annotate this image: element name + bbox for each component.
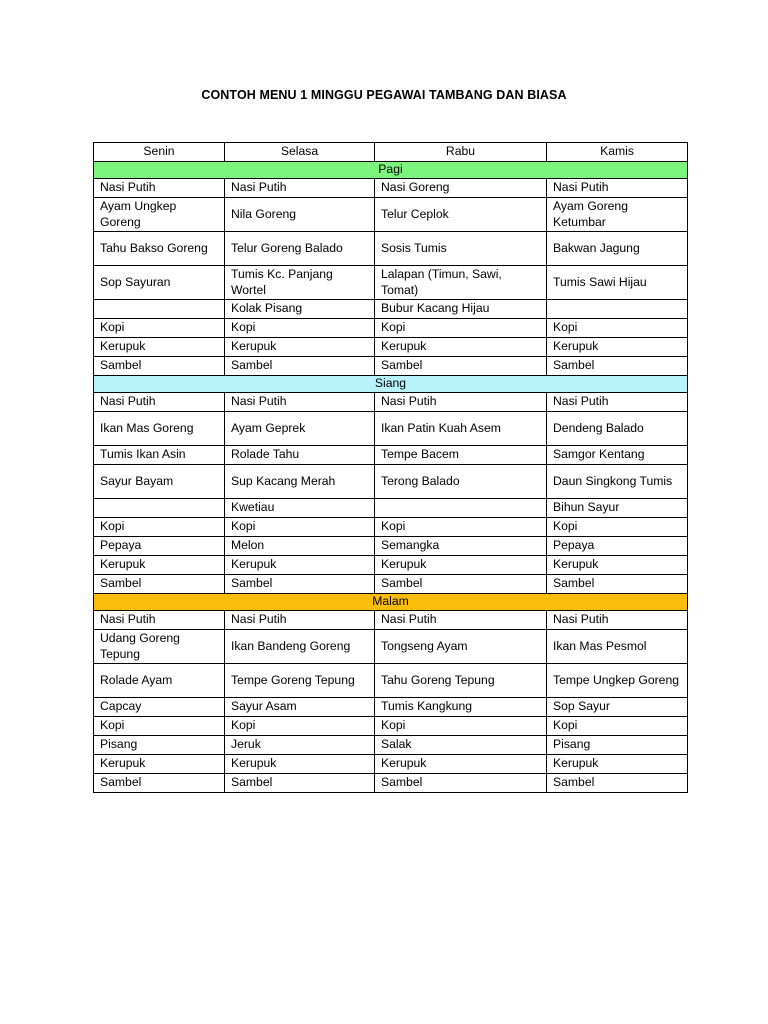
menu-cell: Bakwan Jagung — [547, 232, 688, 266]
menu-cell: Kopi — [375, 319, 547, 338]
menu-cell: Sambel — [225, 357, 375, 376]
table-row — [94, 556, 688, 575]
column-header: Rabu — [375, 143, 547, 162]
menu-cell — [94, 499, 225, 518]
menu-cell: Tempe Bacem — [375, 446, 547, 465]
table-row — [94, 698, 688, 717]
menu-cell: Melon — [225, 537, 375, 556]
table-row — [94, 630, 688, 664]
menu-cell: Pisang — [94, 736, 225, 755]
menu-cell: Jeruk — [225, 736, 375, 755]
menu-cell: Ikan Bandeng Goreng — [225, 630, 375, 664]
menu-cell: Tahu Bakso Goreng — [94, 232, 225, 266]
menu-cell: Daun Singkong Tumis — [547, 465, 688, 499]
menu-cell: Sambel — [94, 774, 225, 793]
section-label: Malam — [94, 594, 688, 611]
menu-cell: Kopi — [225, 518, 375, 537]
menu-cell: Terong Balado — [375, 465, 547, 499]
menu-cell: Telur Goreng Balado — [225, 232, 375, 266]
table-row — [94, 755, 688, 774]
table-row — [94, 179, 688, 198]
menu-cell: Kopi — [375, 518, 547, 537]
menu-cell: Kopi — [225, 717, 375, 736]
table-row — [94, 393, 688, 412]
menu-cell: Kerupuk — [225, 755, 375, 774]
menu-cell: Sambel — [94, 575, 225, 594]
menu-cell: Kopi — [94, 717, 225, 736]
column-header: Kamis — [547, 143, 688, 162]
menu-cell: Sup Kacang Merah — [225, 465, 375, 499]
menu-cell: Sambel — [375, 774, 547, 793]
table-row — [94, 465, 688, 499]
menu-cell: Ikan Mas Goreng — [94, 412, 225, 446]
section-row-pagi — [94, 162, 688, 179]
menu-cell: Kerupuk — [94, 338, 225, 357]
menu-cell: Dendeng Balado — [547, 412, 688, 446]
menu-cell: Lalapan (Timun, Sawi, Tomat) — [375, 266, 547, 300]
menu-cell: Rolade Ayam — [94, 664, 225, 698]
menu-cell: Kerupuk — [547, 755, 688, 774]
menu-cell: Nasi Putih — [225, 179, 375, 198]
menu-cell: Tumis Sawi Hijau — [547, 266, 688, 300]
menu-cell: Tumis Kc. Panjang Wortel — [225, 266, 375, 300]
menu-cell: Sambel — [375, 575, 547, 594]
table-row — [94, 664, 688, 698]
menu-cell: Ayam Ungkep Goreng — [94, 198, 225, 232]
menu-cell — [547, 300, 688, 319]
menu-cell: Bihun Sayur — [547, 499, 688, 518]
menu-cell: Tumis Ikan Asin — [94, 446, 225, 465]
menu-cell: Nasi Putih — [375, 611, 547, 630]
menu-cell: Ayam Goreng Ketumbar — [547, 198, 688, 232]
menu-cell: Kerupuk — [225, 556, 375, 575]
menu-cell: Nasi Putih — [94, 393, 225, 412]
menu-cell: Kerupuk — [225, 338, 375, 357]
menu-table — [93, 142, 688, 793]
menu-cell — [375, 499, 547, 518]
menu-cell: Kerupuk — [94, 755, 225, 774]
menu-cell: Nasi Putih — [547, 179, 688, 198]
table-row — [94, 518, 688, 537]
menu-cell: Kerupuk — [94, 556, 225, 575]
menu-cell: Kopi — [94, 518, 225, 537]
table-row — [94, 266, 688, 300]
menu-cell: Sambel — [94, 357, 225, 376]
menu-cell: Nasi Putih — [375, 393, 547, 412]
table-row — [94, 446, 688, 465]
menu-cell: Nasi Putih — [225, 611, 375, 630]
menu-cell: Semangka — [375, 537, 547, 556]
menu-cell: Tempe Ungkep Goreng — [547, 664, 688, 698]
menu-cell: Capcay — [94, 698, 225, 717]
table-row — [94, 412, 688, 446]
menu-cell: Tempe Goreng Tepung — [225, 664, 375, 698]
table-row — [94, 357, 688, 376]
menu-cell: Kwetiau — [225, 499, 375, 518]
menu-cell — [94, 300, 225, 319]
menu-cell: Nasi Putih — [225, 393, 375, 412]
menu-cell: Kerupuk — [547, 556, 688, 575]
menu-cell: Pepaya — [547, 537, 688, 556]
table-row — [94, 499, 688, 518]
menu-cell: Kopi — [375, 717, 547, 736]
menu-cell: Sop Sayur — [547, 698, 688, 717]
menu-cell: Nasi Putih — [94, 179, 225, 198]
menu-cell: Sambel — [547, 575, 688, 594]
menu-cell: Kopi — [547, 518, 688, 537]
menu-cell: Sambel — [547, 357, 688, 376]
menu-cell: Samgor Kentang — [547, 446, 688, 465]
menu-cell: Kopi — [94, 319, 225, 338]
menu-cell: Pisang — [547, 736, 688, 755]
menu-cell: Kopi — [547, 717, 688, 736]
section-label: Pagi — [94, 162, 688, 179]
menu-cell: Nasi Putih — [547, 393, 688, 412]
menu-cell: Nasi Goreng — [375, 179, 547, 198]
menu-cell: Kopi — [547, 319, 688, 338]
table-row — [94, 611, 688, 630]
table-row — [94, 575, 688, 594]
table-row — [94, 717, 688, 736]
menu-cell: Tahu Goreng Tepung — [375, 664, 547, 698]
menu-cell: Sosis Tumis — [375, 232, 547, 266]
menu-cell: Kerupuk — [375, 338, 547, 357]
table-row — [94, 319, 688, 338]
table-row — [94, 736, 688, 755]
menu-cell: Bubur Kacang Hijau — [375, 300, 547, 319]
menu-cell: Kolak Pisang — [225, 300, 375, 319]
menu-cell: Kerupuk — [375, 755, 547, 774]
menu-cell: Nasi Putih — [547, 611, 688, 630]
table-row — [94, 198, 688, 232]
menu-cell: Nila Goreng — [225, 198, 375, 232]
menu-cell: Nasi Putih — [94, 611, 225, 630]
section-row-siang — [94, 376, 688, 393]
menu-cell: Sop Sayuran — [94, 266, 225, 300]
section-label: Siang — [94, 376, 688, 393]
table-row — [94, 338, 688, 357]
menu-cell: Sambel — [375, 357, 547, 376]
menu-cell: Tumis Kangkung — [375, 698, 547, 717]
document-title: CONTOH MENU 1 MINGGU PEGAWAI TAMBANG DAN BIASA — [201, 88, 567, 102]
menu-cell: Sambel — [225, 774, 375, 793]
menu-cell: Sayur Bayam — [94, 465, 225, 499]
table-row — [94, 774, 688, 793]
menu-cell: Telur Ceplok — [375, 198, 547, 232]
menu-cell: Sambel — [547, 774, 688, 793]
menu-cell: Sambel — [225, 575, 375, 594]
menu-cell: Kopi — [225, 319, 375, 338]
menu-cell: Sayur Asam — [225, 698, 375, 717]
column-header: Senin — [94, 143, 225, 162]
menu-cell: Udang Goreng Tepung — [94, 630, 225, 664]
menu-cell: Kerupuk — [375, 556, 547, 575]
menu-cell: Ikan Mas Pesmol — [547, 630, 688, 664]
table-row — [94, 300, 688, 319]
table-row — [94, 232, 688, 266]
column-header: Selasa — [225, 143, 375, 162]
table-row — [94, 537, 688, 556]
menu-cell: Pepaya — [94, 537, 225, 556]
menu-cell: Kerupuk — [547, 338, 688, 357]
menu-cell: Salak — [375, 736, 547, 755]
menu-cell: Ayam Geprek — [225, 412, 375, 446]
section-row-malam — [94, 594, 688, 611]
menu-cell: Rolade Tahu — [225, 446, 375, 465]
header-row — [94, 143, 688, 162]
menu-cell: Ikan Patin Kuah Asem — [375, 412, 547, 446]
menu-cell: Tongseng Ayam — [375, 630, 547, 664]
